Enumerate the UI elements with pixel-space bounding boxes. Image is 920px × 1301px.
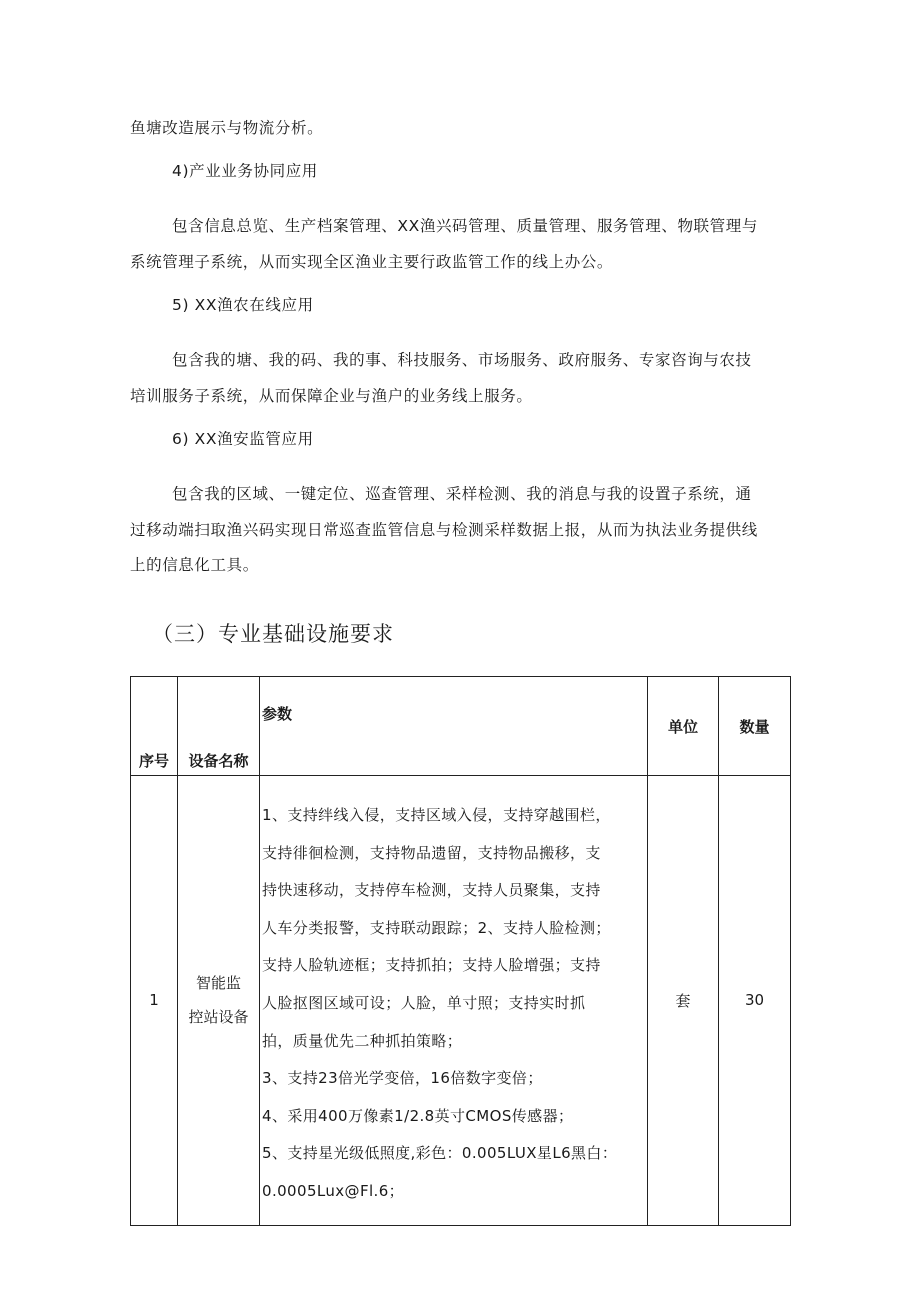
item-5-body-line-1: 包含我的塘、我的码、我的事、科技服务、市场服务、政府服务、专家咨询与农技: [172, 351, 752, 369]
cell-params: [260, 776, 648, 1226]
item-6-title: 6) XX渔安监管应用: [172, 430, 314, 448]
header-device-name: 设备名称: [178, 677, 260, 776]
param-line: 0.0005Lux@Fl.6；: [262, 1181, 405, 1200]
param-line: 支持人脸轨迹框；支持抓拍；支持人脸增强；支持: [262, 956, 601, 975]
cell-device-name: [178, 776, 260, 1226]
item-6-body-line-2: 过移动端扫取渔兴码实现日常巡查监管信息与检测采样数据上报，从而为执法业务提供线: [130, 521, 758, 539]
item-6-body-line-3: 上的信息化工具。: [130, 556, 259, 574]
header-params: 参数: [260, 677, 648, 776]
item-5-body-line-2: 培训服务子系统，从而保障企业与渔户的业务线上服务。: [130, 387, 533, 405]
header-quantity: 数量: [719, 677, 791, 776]
param-line: 持快速移动，支持停车检测，支持人员聚集，支持: [262, 881, 601, 900]
equipment-table: [130, 676, 791, 1226]
item-4-body-line-1: 包含信息总览、生产档案管理、XX渔兴码管理、质量管理、服务管理、物联管理与: [172, 217, 758, 235]
item-4-title: 4)产业业务协同应用: [172, 162, 318, 180]
device-name-line-1: 智能监: [195, 974, 241, 993]
item-5-title: 5) XX渔农在线应用: [172, 296, 314, 314]
item-4-body-line-2: 系统管理子系统，从而实现全区渔业主要行政监管工作的线上办公。: [130, 253, 614, 271]
param-line: 拍，质量优先二种抓拍策略；: [262, 1031, 463, 1050]
param-line: 3、支持23倍光学变倍，16倍数字变倍；: [262, 1069, 543, 1088]
header-seq: 序号: [131, 677, 178, 776]
paragraph-text: 鱼塘改造展示与物流分析。: [130, 119, 324, 137]
device-name-line-2: 控站设备: [188, 1008, 249, 1027]
item-6-body-line-1: 包含我的区域、一键定位、巡查管理、采样检测、我的消息与我的设置子系统，通: [172, 485, 752, 503]
param-line: 1、支持绊线入侵，支持区域入侵，支持穿越围栏，: [262, 806, 611, 824]
table-header-row: [131, 677, 791, 776]
section-heading: （三）专业基础设施要求: [152, 622, 394, 646]
param-line: 4、采用400万像素1/2.8英寸CMOS传感器；: [262, 1106, 574, 1125]
header-unit: 单位: [648, 677, 719, 776]
cell-quantity: 30: [719, 776, 791, 1226]
cell-unit: 套: [648, 776, 719, 1226]
param-line: 人脸抠图区域可设；人脸，单寸照；支持实时抓: [262, 993, 586, 1012]
param-line: 5、支持星光级低照度,彩色：0.005LUX星L6黑白：: [262, 1144, 618, 1163]
param-line: 人车分类报警，支持联动跟踪；2、支持人脸检测；: [262, 918, 611, 937]
table-row: [131, 776, 791, 1226]
cell-seq: 1: [131, 776, 178, 1226]
param-line: 支持徘徊检测，支持物品遗留，支持物品搬移，支: [262, 843, 601, 862]
